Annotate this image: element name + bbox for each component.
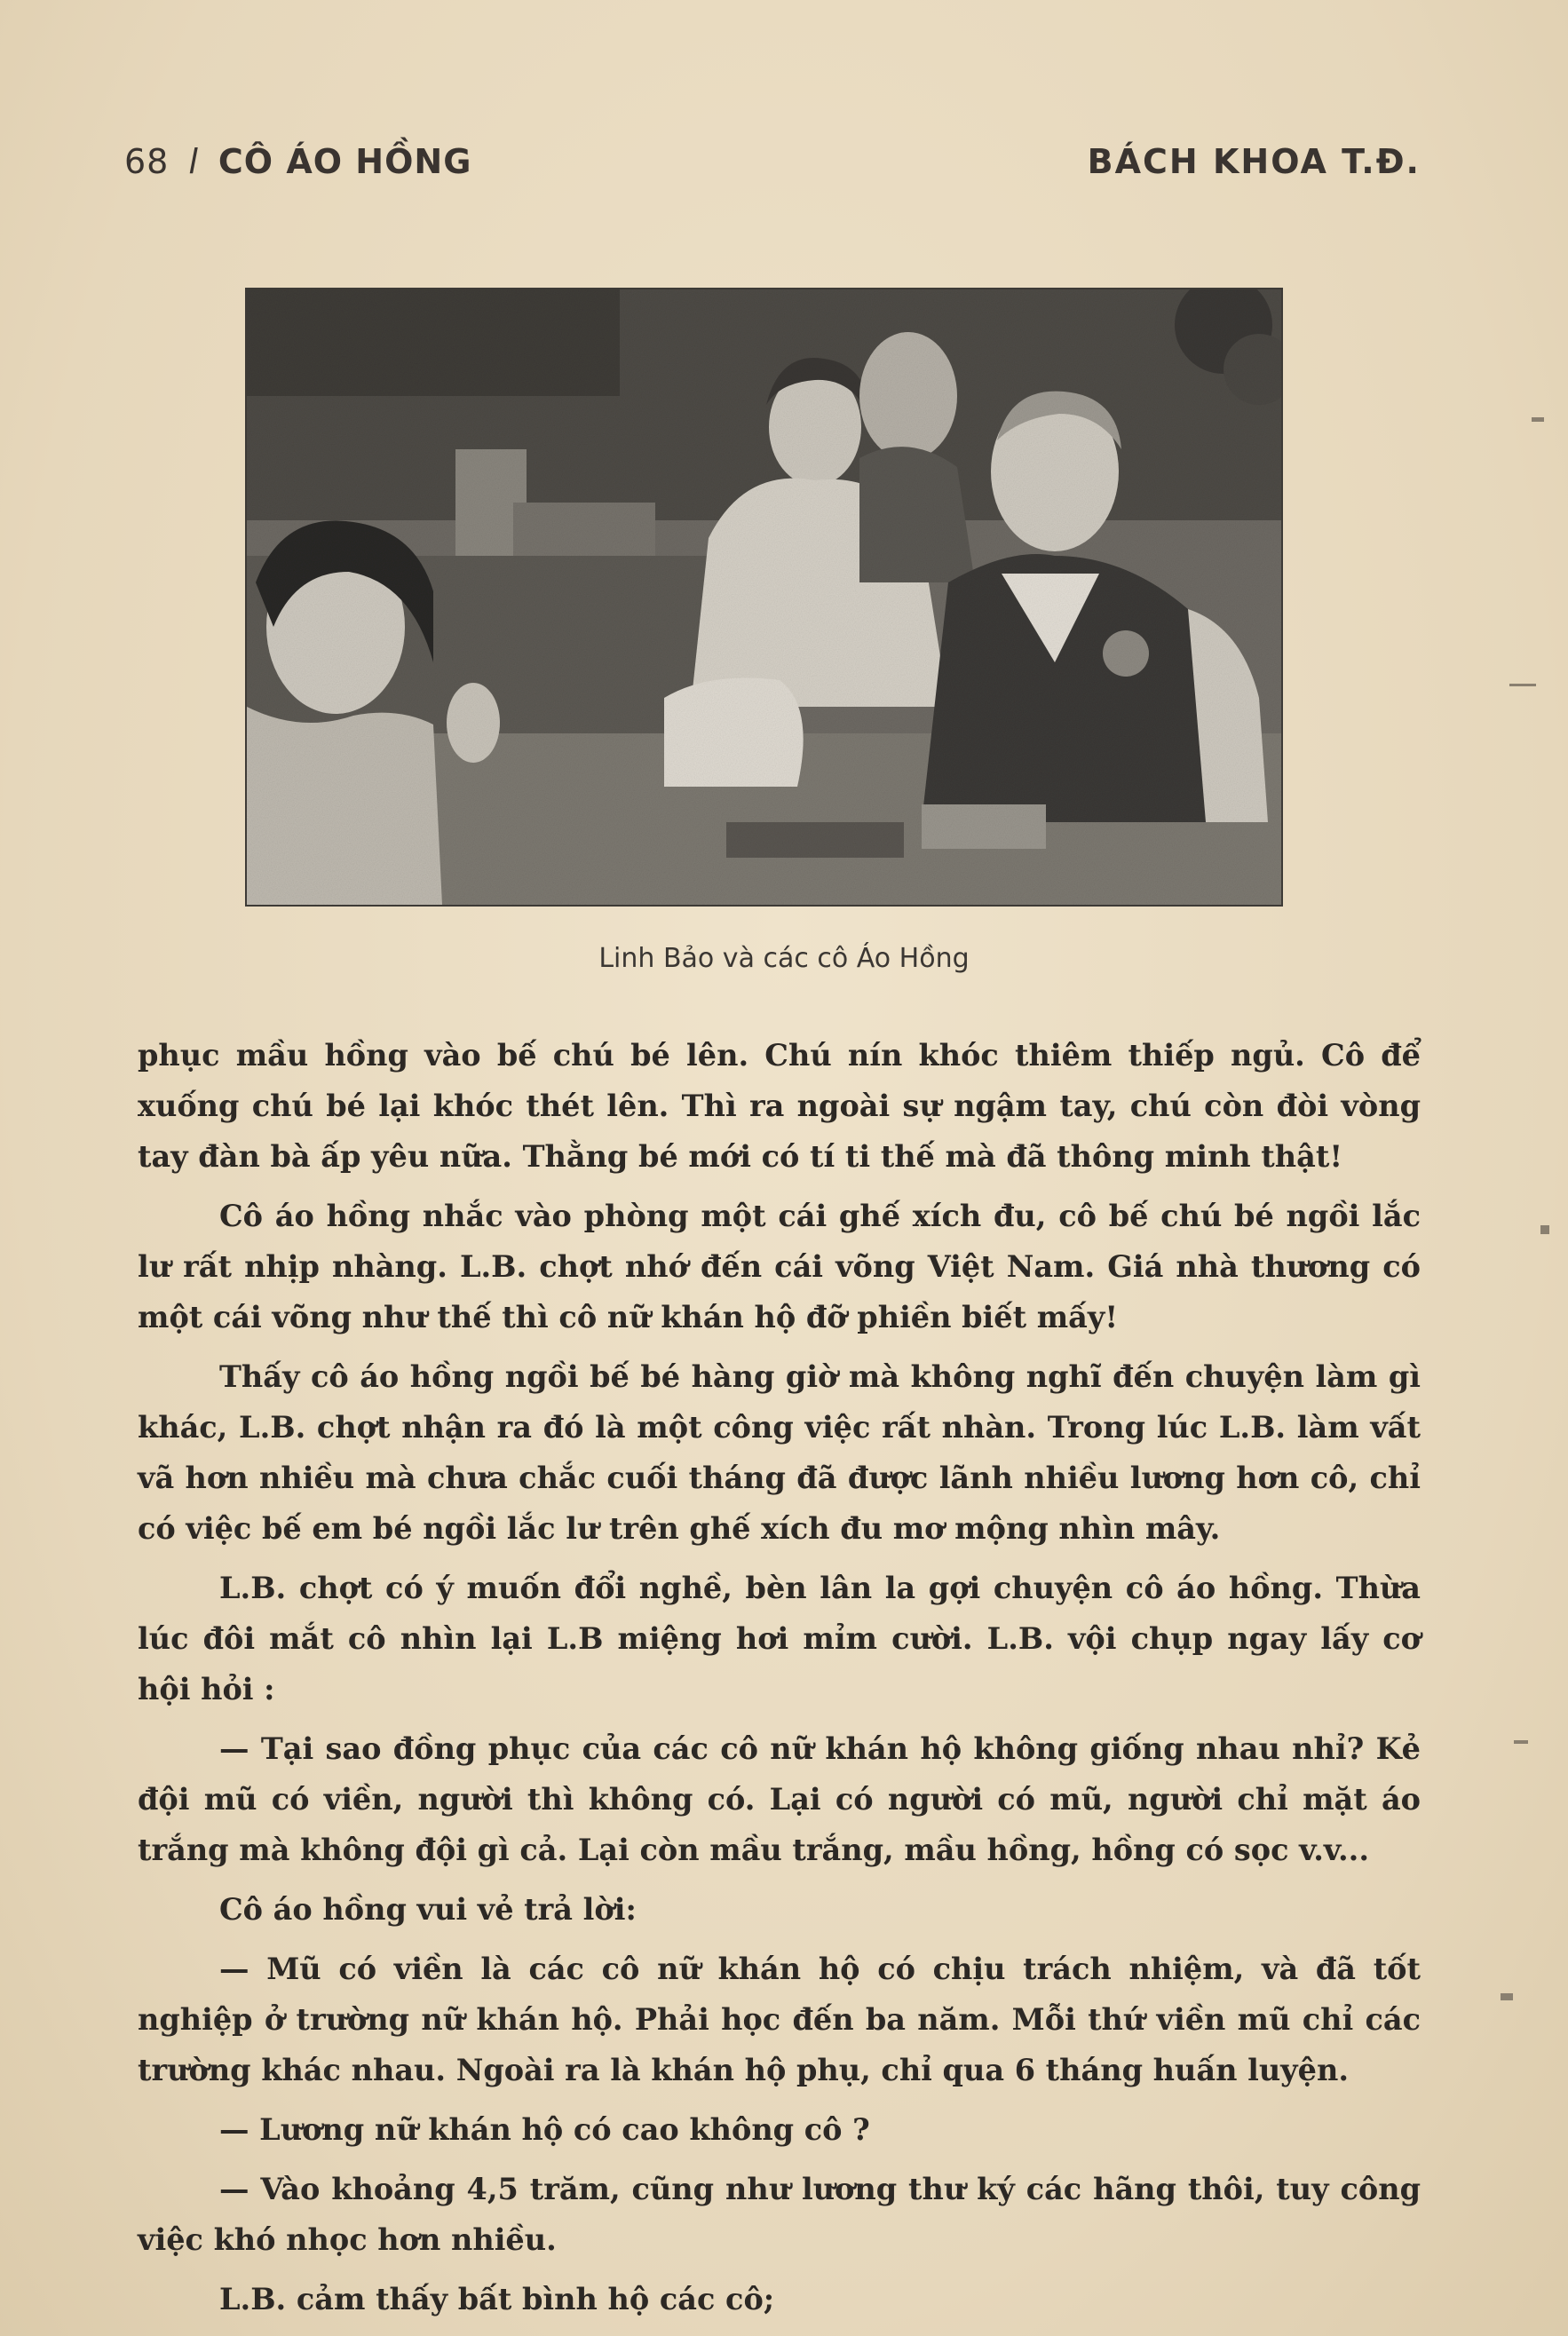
paper-speck (1509, 684, 1536, 686)
journal-title: BÁCH KHOA T.Đ. (1087, 142, 1421, 181)
running-header (124, 142, 1421, 195)
paper-speck (1514, 1740, 1528, 1744)
paragraph: L.B. chợt có ý muốn đổi nghề, bèn lân la gợi chuyện cô áo hồng. Thừa lúc đôi mắt cô nhìn lại L.B miệng hơi mỉm cười. L.B. vội chụp ngay lấy cơ hội hỏi : (138, 1571, 1421, 1706)
paragraph: L.B. cảm thấy bất bình hộ các cô; (219, 2282, 775, 2316)
photo-caption: Linh Bảo và các cô Áo Hồng (598, 943, 970, 974)
paragraph: Cô áo hồng nhắc vào phòng một cái ghế xích đu, cô bế chú bé ngồi lắc lư rất nhịp nhàng. L.B. chợt nhớ đến cái võng Việt Nam. Giá nhà thương có một cái võng như thế thì cô nữ khán hộ đỡ phiền biết mấy! (138, 1199, 1421, 1334)
header-left (124, 142, 471, 181)
paragraph: — Lương nữ khán hộ có cao không cô ? (219, 2112, 870, 2147)
paper-speck (1540, 1225, 1549, 1234)
photo-illustration (247, 289, 1281, 905)
header-separator: l (188, 142, 199, 181)
paragraph: — Vào khoảng 4,5 trăm, cũng như lương thư ký các hãng thôi, tuy công việc khó nhọc hơn nhiều. (138, 2172, 1421, 2257)
paper-speck (1501, 1993, 1513, 2000)
paragraph: — Tại sao đồng phục của các cô nữ khán hộ không giống nhau nhỉ? Kẻ đội mũ có viền, người thì không có. Lại có người có mũ, người chỉ mặt áo trắng mà không đội gì cả. Lại còn mầu trắng, mầu hồng, hồng có sọc v.v... (138, 1731, 1421, 1867)
paragraph: — Mũ có viền là các cô nữ khán hộ có chịu trách nhiệm, và đã tốt nghiệp ở trường nữ khán hộ. Phải học đến ba năm. Mỗi thứ viền mũ chỉ các trường khác nhau. Ngoài ra là khán hộ phụ, chỉ qua 6 tháng huấn luyện. (138, 1952, 1421, 2087)
paper-speck (1532, 417, 1544, 422)
article-body (138, 1030, 1421, 2333)
section-title: CÔ ÁO HỒNG (218, 142, 472, 181)
page-number: 68 (124, 142, 170, 181)
paragraph: Cô áo hồng vui vẻ trả lời: (219, 1892, 637, 1927)
paragraph: Thấy cô áo hồng ngồi bế bé hàng giờ mà không nghĩ đến chuyện làm gì khác, L.B. chợt nhận ra đó là một công việc rất nhàn. Trong lúc L.B. làm vất vã hơn nhiều mà chưa chắc cuối tháng đã được lãnh nhiều lương hơn cô, chỉ có việc bế em bé ngồi lắc lư trên ghế xích đu mơ mộng nhìn mây. (138, 1359, 1421, 1546)
paragraph: phục mầu hồng vào bế chú bé lên. Chú nín khóc thiêm thiếp ngủ. Cô để xuống chú bé lại khóc thét lên. Thì ra ngoài sự ngậm tay, chú còn đòi vòng tay đàn bà ấp yêu nữa. Thằng bé mới có tí ti thế mà đã thông minh thật! (138, 1038, 1421, 1174)
halftone-photo (247, 289, 1281, 905)
